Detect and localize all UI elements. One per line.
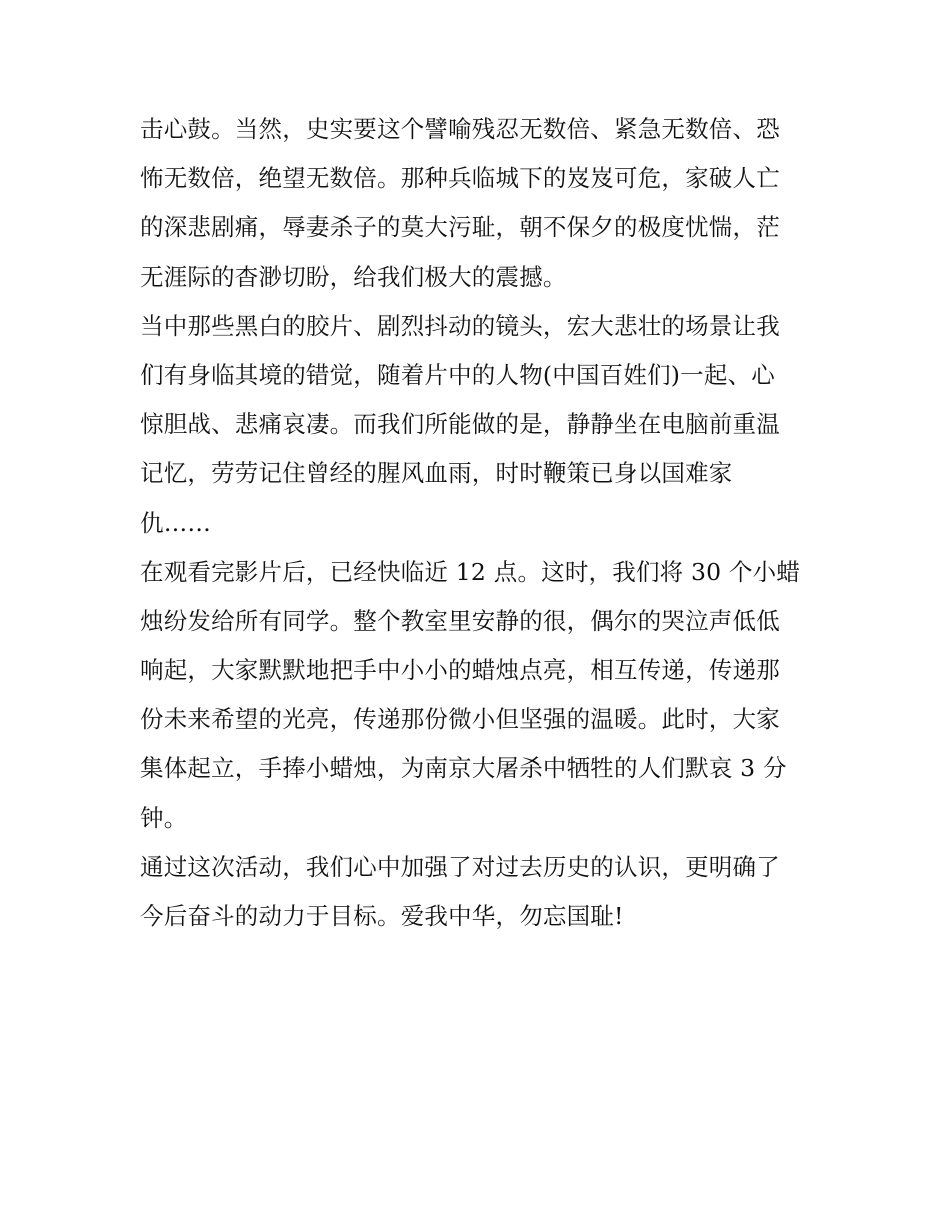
text-line: 烛纷发给所有同学。整个教室里安静的很，偶尔的哭泣声低低	[140, 606, 780, 635]
text-line: 击心鼓。当然，史实要这个譬喻残忍无数倍、紧急无数倍、恐	[140, 115, 780, 143]
text-line: 无涯际的杳渺切盼，给我们极大的震撼。	[140, 262, 567, 291]
text-line: 惊胆战、悲痛哀凄。而我们所能做的是，静静坐在电脑前重温	[140, 410, 780, 439]
paragraph-3	[140, 548, 812, 843]
paragraph-1	[140, 105, 812, 302]
text-line: 怖无数倍，绝望无数倍。那种兵临城下的岌岌可危，家破人亡	[140, 164, 780, 193]
paragraph-2	[140, 302, 812, 548]
text-line: 响起，大家默默地把手中小小的蜡烛点亮，相互传递，传递那	[140, 656, 780, 685]
text-line: 当中那些黑白的胶片、剧烈抖动的镜头，宏大悲壮的场景让我	[140, 311, 780, 340]
document-body	[140, 105, 812, 941]
text-line: 钟。	[140, 803, 188, 832]
text-line: 份未来希望的光亮，传递那份微小但坚强的温暖。此时，大家	[140, 705, 780, 734]
text-line: 仇……	[140, 508, 212, 537]
text-line: 在观看完影片后，已经快临近 12 点。这时，我们将 30 个小蜡	[140, 557, 801, 586]
text-line: 通过这次活动，我们心中加强了对过去历史的认识，更明确了	[140, 852, 780, 881]
text-line: 的深悲剧痛，辱妻杀子的莫大污耻，朝不保夕的极度忧惴，茫	[140, 213, 780, 242]
text-line: 集体起立，手捧小蜡烛，为南京大屠杀中牺牲的人们默哀 3 分	[140, 754, 787, 783]
text-line: 记忆，劳劳记住曾经的腥风血雨，时时鞭策已身以国难家	[140, 459, 733, 488]
text-line: 今后奋斗的动力于目标。爱我中华，勿忘国耻!	[140, 902, 624, 930]
text-line: 们有身临其境的错觉，随着片中的人物(中国百姓们)一起、心	[140, 360, 775, 389]
paragraph-4	[140, 843, 812, 941]
